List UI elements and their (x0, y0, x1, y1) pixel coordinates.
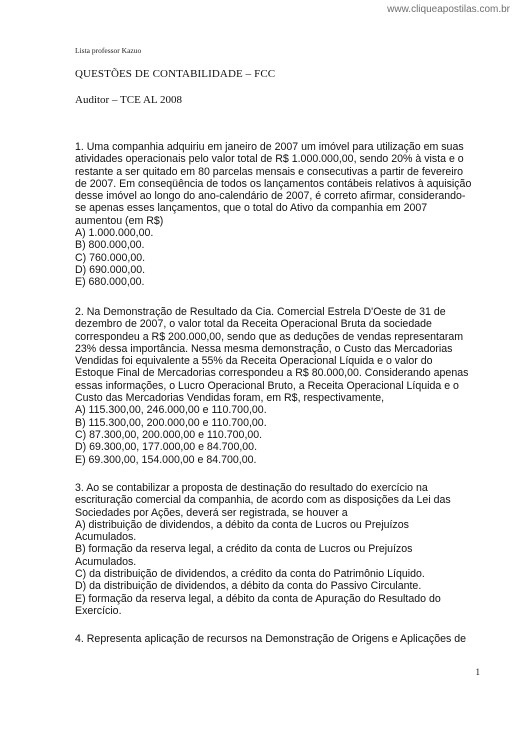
question-text-line: correspondeu a R$ 200.000,00, sendo que as deduções de vendas representaram (75, 330, 464, 343)
answer-option: A) 115.300,00, 246.000,00 e 110.700,00. (75, 404, 267, 417)
question-text-line: 1. Uma companhia adquiriu em janeiro de 2007 um imóvel para utilização em suas (75, 141, 464, 153)
author-line: Lista professor Kazuo (75, 46, 142, 55)
question-text-line: 3. Ao se contabilizar a proposta de destinação do resultado do exercício na (75, 482, 428, 494)
answer-option: E) 69.300,00, 154.000,00 e 84.700,00. (75, 453, 257, 466)
question-text-line: restante a ser quitado em 80 parcelas mensais e consecutivas a partir de fevereiro (75, 165, 464, 178)
answer-option: B) 800.000,00. (75, 239, 145, 252)
answer-option: Acumulados. (75, 555, 137, 568)
answer-option: A) distribuição de dividendos, a débito da conta de Lucros ou Prejuízos (75, 518, 409, 531)
answer-option: E) formação da reserva legal, a débito da conta de Apuração do Resultado do (75, 592, 441, 605)
answer-option: C) 87.300,00, 200.000,00 e 110.700,00. (75, 428, 263, 441)
question-text-line: 4. Representa aplicação de recursos na Demonstração de Origens e Aplicações de (75, 633, 467, 645)
question-text-line: 2. Na Demonstração de Resultado da Cia. Comercial Estrela D'Oeste de 31 de (75, 306, 446, 318)
question-2 (75, 306, 495, 466)
question-text-line: se apenas esses lançamentos, que o total do Ativo da companhia em 2007 (75, 202, 428, 215)
answer-option: D) 69.300,00, 177.000,00 e 84.700,00. (75, 441, 258, 454)
question-4 (75, 633, 495, 645)
question-3 (75, 482, 495, 617)
page-title: QUESTÕES DE CONTABILIDADE – FCC (75, 68, 276, 80)
answer-option: Acumulados. (75, 531, 137, 544)
question-text-line: aumentou (em R$) (75, 214, 164, 227)
question-text-line: escrituração comercial da companhia, de acordo com as disposições da Lei das (75, 494, 451, 507)
answer-option: A) 1.000.000,00. (75, 227, 154, 240)
question-text-line: Custo das Mercadorias Vendidas foram, em R$, respectivamente, (75, 392, 385, 405)
answer-option: D) da distribuição de dividendos, a débito da conta do Passivo Circulante. (75, 580, 422, 593)
question-text-line: dezembro de 2007, o valor total da Receita Operacional Bruta da sociedade (75, 318, 432, 331)
page-subtitle: Auditor – TCE AL 2008 (75, 94, 182, 106)
answer-option: B) 115.300,00, 200.000,00 e 110.700,00. (75, 416, 267, 429)
question-text-line: desse imóvel ao longo do ano-calendário de 2007, é correto afirmar, considerando- (75, 190, 466, 203)
site-watermark: www.cliqueapostilas.com.br (387, 4, 510, 15)
question-text-line: Sociedades por Ações, deverá ser registrada, se houver a (75, 506, 348, 519)
answer-option: Exercício. (75, 604, 122, 617)
question-text-line: atividades operacionais pelo valor total de R$ 1.000.000,00, sendo 20% à vista e o (75, 153, 464, 166)
answer-option: B) formação da reserva legal, a crédito da conta de Lucros ou Prejuízos (75, 543, 413, 556)
answer-option: C) 760.000,00. (75, 251, 146, 264)
answer-option: E) 680.000,00. (75, 276, 145, 289)
question-text-line: de 2007. Em conseqüência de todos os lançamentos contábeis relativos à aquisição (75, 177, 472, 190)
answer-option: D) 690.000,00. (75, 263, 146, 276)
question-text-line: Estoque Final de Mercadorias correspondeu a R$ 80.000,00. Considerando apenas (75, 367, 469, 380)
question-text-line: essas informações, o Lucro Operacional Bruto, a Receita Operacional Líquida e o (75, 379, 459, 392)
answer-option: C) da distribuição de dividendos, a crédito da conta do Patrimônio Líquido. (75, 568, 425, 581)
question-1 (75, 141, 495, 289)
page-number: 1 (475, 667, 480, 677)
question-text-line: Vendidas foi equivalente a 55% da Receita Operacional Líquida e o valor do (75, 355, 433, 368)
question-text-line: 23% dessa importância. Nessa mesma demonstração, o Custo das Mercadorias (75, 342, 453, 355)
